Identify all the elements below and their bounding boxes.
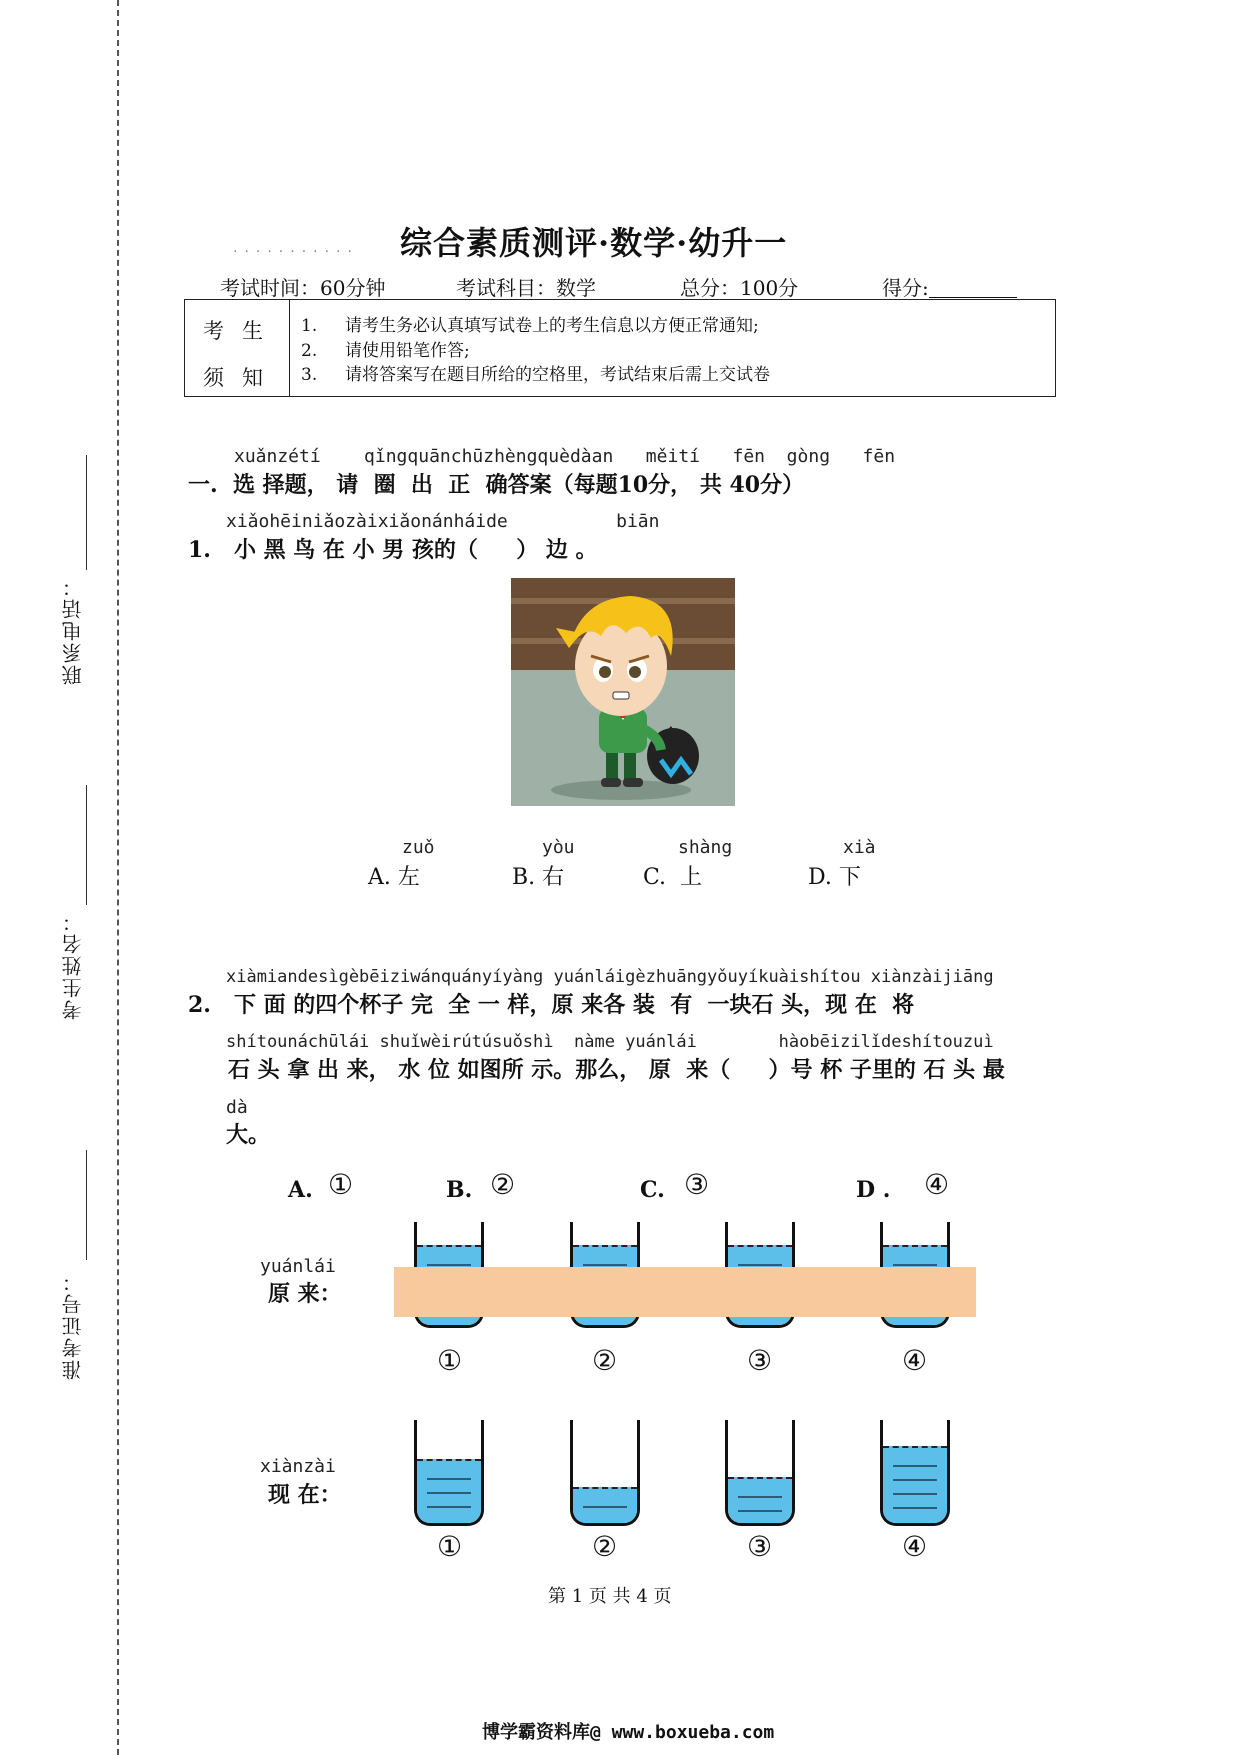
notice-item: 3. 请将答案写在题目所给的空格里，考试结束后需上交试卷 bbox=[301, 365, 770, 385]
notice-head-line1: 考生 bbox=[203, 319, 281, 343]
after-cup-label-4: ④ bbox=[902, 1530, 928, 1563]
q1-option-d-pinyin: xià bbox=[843, 837, 876, 858]
before-label: 原 来： bbox=[268, 1281, 342, 1307]
q2-option-c-num: ③ bbox=[684, 1168, 710, 1201]
exam-time: 考试时间：60分钟 bbox=[220, 276, 386, 300]
q2-option-d-num: ④ bbox=[924, 1168, 950, 1201]
after-pinyin: xiànzài bbox=[260, 1456, 336, 1477]
cover-mask bbox=[394, 1267, 976, 1317]
after-cup-1-water bbox=[417, 1459, 481, 1523]
notice-items bbox=[301, 314, 770, 388]
q1-option-a[interactable]: A. 左 bbox=[368, 865, 420, 890]
after-cup-4-water bbox=[883, 1446, 947, 1523]
q2-pinyin-line1: xiàmiandesìgèbēiziwánquányíyàng yuánláigèzhuāngyǒuyíkuàishítou xiànzàijiāng bbox=[226, 967, 994, 987]
q1-option-c[interactable]: C. 上 bbox=[643, 865, 703, 890]
after-cup-3-water bbox=[728, 1477, 792, 1523]
q1-option-a-pinyin: zuǒ bbox=[402, 837, 435, 858]
after-cup-label-1: ① bbox=[437, 1530, 463, 1563]
score-blank[interactable] bbox=[929, 279, 1017, 298]
q1-option-b[interactable]: B. 右 bbox=[512, 865, 565, 890]
after-cup-label-2: ② bbox=[592, 1530, 618, 1563]
q2-text-line3: 大。 bbox=[226, 1122, 271, 1148]
side-label-phone: 联系电话： bbox=[61, 575, 85, 685]
name-write-line[interactable] bbox=[86, 785, 87, 905]
after-cup-2 bbox=[570, 1420, 640, 1526]
notice-head bbox=[185, 300, 290, 396]
q2-text-line2: 石 头 拿 出 来， 水 位 如图所 示。那么， 原 来（ ）号 杯 子里的 石 头 最 bbox=[228, 1057, 1005, 1083]
q2-option-c[interactable]: C. bbox=[640, 1177, 665, 1203]
q2-option-a-num: ① bbox=[328, 1168, 354, 1201]
notice-item: 1. 请考生务必认真填写试卷上的考生信息以方便正常通知; bbox=[301, 316, 759, 336]
page-title: 综合素质测评·数学·幼升一 bbox=[400, 224, 788, 262]
q2-pinyin-line3: dà bbox=[226, 1097, 248, 1118]
section1-heading: 一. 选 择题， 请 圈 出 正 确答案（每题10分， 共 40分） bbox=[188, 472, 805, 498]
q2-option-d[interactable]: D . bbox=[856, 1177, 891, 1203]
q1-illustration bbox=[511, 578, 735, 806]
q1-option-b-pinyin: yòu bbox=[542, 837, 575, 858]
before-cup-label-4: ④ bbox=[902, 1344, 928, 1377]
site-watermark: 博学霸资料库@ www.boxueba.com bbox=[482, 1722, 775, 1743]
after-cup-1 bbox=[414, 1420, 484, 1526]
notice-head-line2: 须知 bbox=[203, 366, 281, 390]
q1-option-d[interactable]: D. 下 bbox=[808, 865, 861, 890]
id-write-line[interactable] bbox=[86, 1150, 87, 1260]
q2-pinyin-line2: shítounáchūlái shuǐwèirútúsuǒshì nàme yuánlái hàobēizilǐdeshítouzuì bbox=[226, 1032, 994, 1052]
side-label-name: 考生姓名： bbox=[61, 910, 85, 1020]
before-pinyin: yuánlái bbox=[260, 1256, 336, 1277]
after-cup-4 bbox=[880, 1420, 950, 1526]
q1-text: 1. 小 黑 鸟 在 小 男 孩的（ ） 边 。 bbox=[188, 537, 598, 563]
phone-write-line[interactable] bbox=[86, 455, 87, 570]
after-cup-2-water bbox=[573, 1487, 637, 1523]
after-cup-3 bbox=[725, 1420, 795, 1526]
before-cup-label-2: ② bbox=[592, 1344, 618, 1377]
notice-box bbox=[184, 299, 1056, 397]
total-score: 总分：100分 bbox=[680, 276, 799, 300]
page-footer: 第 1 页 共 4 页 bbox=[548, 1586, 672, 1607]
q2-option-b[interactable]: B. bbox=[446, 1177, 473, 1203]
notice-item: 2. 请使用铅笔作答; bbox=[301, 340, 470, 361]
exam-subject: 考试科目：数学 bbox=[456, 276, 596, 300]
after-label: 现 在： bbox=[268, 1482, 342, 1508]
section1-pinyin: xuǎnzétí qǐngquānchūzhèngquèdàan měití fēn gòng fēn bbox=[234, 446, 896, 467]
q2-option-a[interactable]: A. bbox=[288, 1177, 313, 1203]
q1-option-c-pinyin: shàng bbox=[678, 837, 733, 858]
score-field[interactable] bbox=[882, 272, 1017, 301]
boy-and-bird-image bbox=[511, 578, 735, 806]
side-label-id: 准考证号： bbox=[61, 1270, 85, 1380]
binding-dashed-line bbox=[117, 0, 119, 1755]
q1-pinyin: xiǎohēiniǎozàixiǎonánháide biān bbox=[226, 511, 660, 532]
score-label: 得分: bbox=[882, 276, 929, 300]
after-cup-label-3: ③ bbox=[747, 1530, 773, 1563]
title-dots-decoration: ........... bbox=[233, 240, 359, 256]
before-cup-label-1: ① bbox=[437, 1344, 463, 1377]
q2-option-b-num: ② bbox=[490, 1168, 516, 1201]
before-cup-label-3: ③ bbox=[747, 1344, 773, 1377]
q2-text-line1: 2. 下 面 的四个杯子 完 全 一 样，原 来各 装 有 一块石 头，现 在 将 bbox=[188, 992, 915, 1018]
